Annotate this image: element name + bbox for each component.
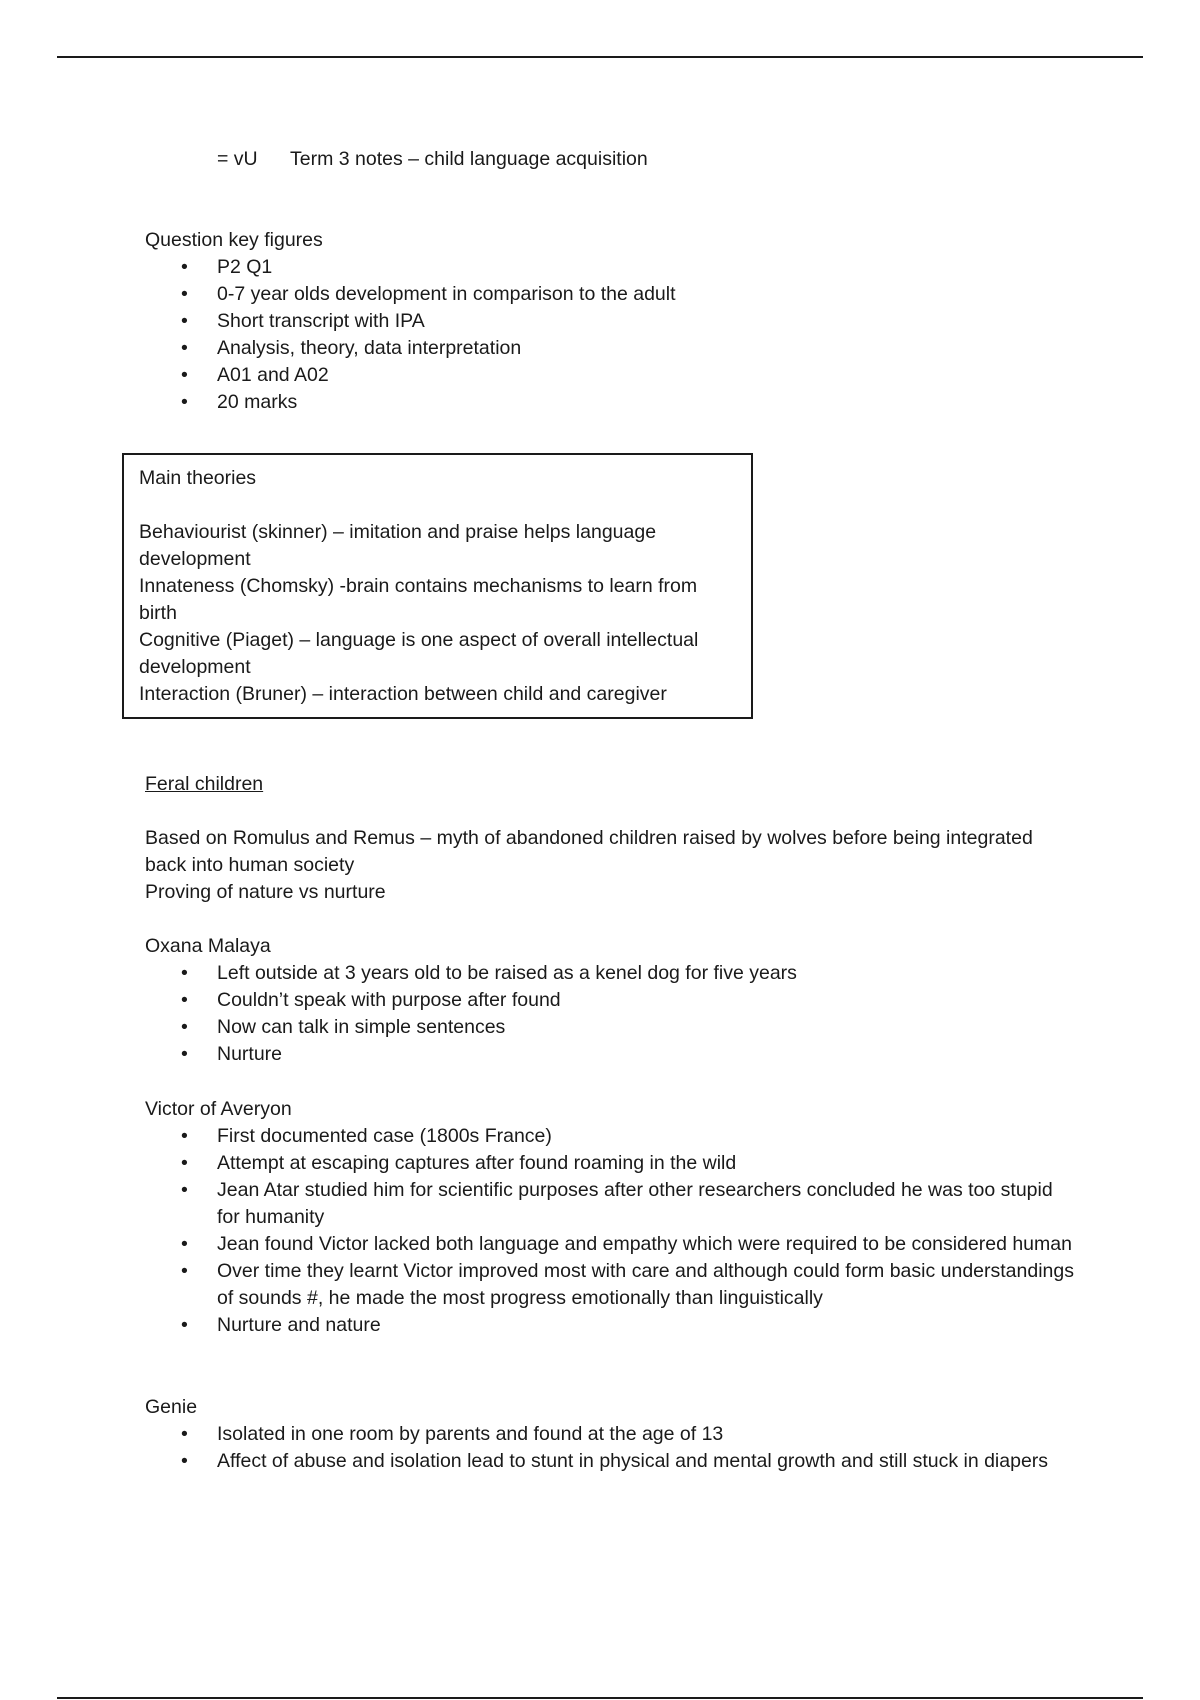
list-item: • Jean Atar studied him for scientific purposes after other researchers concluded he was too stupid for humanity (145, 1177, 1075, 1231)
feral-children-section (145, 771, 1075, 798)
list-item: • Attempt at escaping captures after found roaming in the wild (145, 1150, 1075, 1177)
list-item: • Now can talk in simple sentences (145, 1014, 1075, 1041)
victor-heading: Victor of Averyon (145, 1098, 292, 1120)
main-theories-box (122, 453, 753, 719)
list-item: • Nurture (145, 1041, 1075, 1068)
list-item: • Nurture and nature (145, 1312, 1075, 1339)
list-item: • Over time they learnt Victor improved most with care and although could form basic understandings of sounds #, he made the most progress emotionally than linguistically (145, 1258, 1075, 1312)
header-mark: = vU (217, 148, 258, 170)
page-header (217, 146, 648, 173)
victor-section (145, 1096, 1075, 1339)
list-item: • Analysis, theory, data interpretation (145, 335, 1075, 362)
feral-children-heading: Feral children (145, 773, 264, 795)
list-item: • First documented case (1800s France) (145, 1123, 1075, 1150)
main-theories-heading: Main theories (139, 467, 257, 489)
oxana-list (145, 960, 1075, 1068)
page-title: Term 3 notes – child language acquisition (290, 148, 648, 170)
theory-item: Cognitive (Piaget) – language is one aspect of overall intellectual development (139, 629, 699, 678)
list-item: • Left outside at 3 years old to be raised as a kenel dog for five years (145, 960, 1075, 987)
oxana-section (145, 933, 1075, 1068)
question-figures-list (145, 254, 1075, 416)
page-bottom-rule (57, 1697, 1143, 1699)
theory-item: Behaviourist (skinner) – imitation and praise helps language development (139, 521, 657, 570)
page-top-rule (57, 56, 1143, 58)
genie-section (145, 1394, 1075, 1475)
list-item: • 0-7 year olds development in comparison to the adult (145, 281, 1075, 308)
list-item: • Affect of abuse and isolation lead to stunt in physical and mental growth and still stuck in diapers (145, 1448, 1075, 1475)
victor-list (145, 1123, 1075, 1339)
genie-heading: Genie (145, 1396, 198, 1418)
theory-item: Interaction (Bruner) – interaction between child and caregiver (139, 683, 667, 705)
list-item: • Short transcript with IPA (145, 308, 1075, 335)
main-theories-list (139, 519, 736, 708)
list-item: • Couldn’t speak with purpose after found (145, 987, 1075, 1014)
list-item: • A01 and A02 (145, 362, 1075, 389)
oxana-heading: Oxana Malaya (145, 935, 271, 957)
list-item: • Jean found Victor lacked both language and empathy which were required to be considered human (145, 1231, 1075, 1258)
question-figures-section (145, 227, 1075, 416)
list-item: • P2 Q1 (145, 254, 1075, 281)
list-item: • 20 marks (145, 389, 1075, 416)
intro-paragraph: Proving of nature vs nurture (145, 881, 386, 903)
genie-list (145, 1421, 1075, 1475)
theory-item: Innateness (Chomsky) -brain contains mechanisms to learn from birth (139, 575, 698, 624)
feral-children-intro (145, 825, 1075, 906)
question-figures-heading: Question key figures (145, 229, 323, 251)
list-item: • Isolated in one room by parents and found at the age of 13 (145, 1421, 1075, 1448)
intro-paragraph: Based on Romulus and Remus – myth of abandoned children raised by wolves before being integrated back into human society (145, 827, 1033, 876)
